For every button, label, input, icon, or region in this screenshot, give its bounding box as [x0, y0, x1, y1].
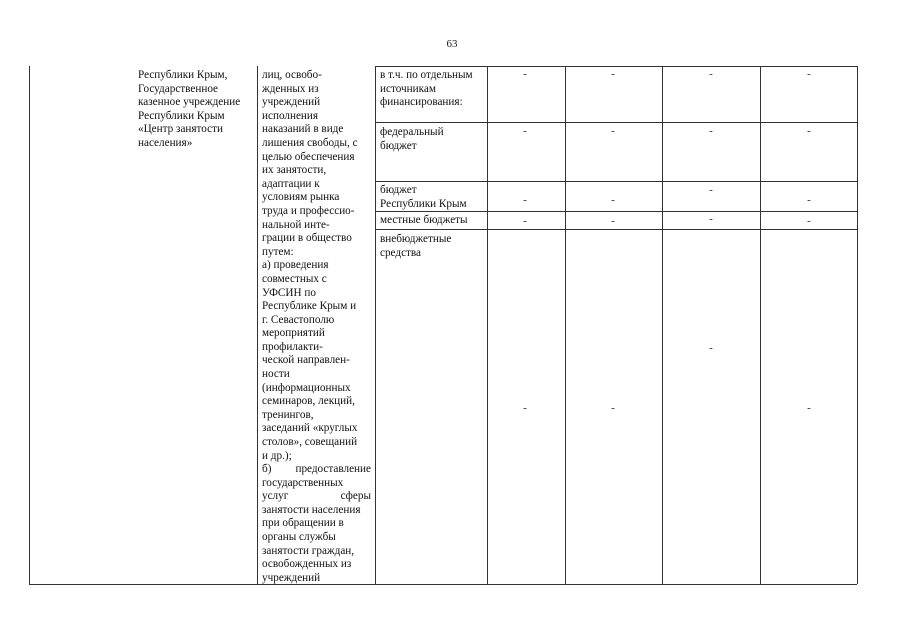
- funding-value: -: [523, 68, 527, 80]
- event-description-cell: лиц, освобо- жденных из учреждений исполнения наказаний в виде лишения свободы, с целью обеспечения их занятости, адаптации к условиям рынка труда и профессио- нальной инте- грации в общество путем: а) проведения совместных с УФСИН по Республике Крым и г. Севастополю мероприятий профилакти- ческой направлен- ности (информационных семинаров, лекций, тренингов, заседаний «круглых столов», совещаний и др.);: [262, 69, 358, 462]
- funding-value: -: [807, 402, 811, 414]
- event-b-rest: занятости населения при обращении в органы службы занятости граждан, освобожденных из учреждений: [262, 503, 361, 584]
- funding-value: -: [611, 215, 615, 227]
- funding-value: -: [611, 194, 615, 206]
- funding-value: -: [523, 402, 527, 414]
- event-b-word: б): [262, 463, 272, 475]
- column-divider: [375, 66, 376, 584]
- funding-value: -: [611, 402, 615, 414]
- funding-value: -: [709, 68, 713, 80]
- funding-value: -: [523, 194, 527, 206]
- responsible-organization-cell: Республики Крым, Государственное казенное учреждение Республики Крым «Центр занятости населения»: [138, 69, 241, 149]
- funding-value: -: [807, 125, 811, 137]
- table-border-left: [29, 66, 30, 584]
- column-divider: [257, 66, 258, 584]
- event-b-word: сферы: [340, 490, 371, 503]
- row-divider: [375, 181, 857, 182]
- funding-value: -: [709, 213, 713, 225]
- funding-value: -: [523, 125, 527, 137]
- event-b-line: [262, 490, 371, 504]
- funding-value: -: [807, 215, 811, 227]
- page-number: 63: [446, 38, 458, 50]
- table-border-right: [857, 66, 858, 584]
- funding-source-label: в т.ч. по отдельным источникам финансирования:: [380, 69, 473, 109]
- funding-value: -: [709, 125, 713, 137]
- row-divider: [375, 122, 857, 123]
- funding-source-label: местные бюджеты: [380, 214, 468, 226]
- funding-value: -: [807, 68, 811, 80]
- event-b-word: предоставление: [295, 463, 371, 475]
- event-b-word: услуг: [262, 490, 289, 503]
- table-bottom-border: [29, 584, 857, 585]
- funding-value: -: [611, 68, 615, 80]
- funding-source-label: федеральный бюджет: [380, 126, 444, 152]
- column-divider: [662, 66, 663, 584]
- funding-value: -: [709, 342, 713, 354]
- funding-value: -: [709, 184, 713, 196]
- table-top-border: [375, 66, 857, 67]
- event-b-line: [262, 463, 371, 477]
- column-divider: [487, 66, 488, 584]
- row-divider: [375, 229, 857, 230]
- event-description-b: [262, 463, 371, 585]
- funding-source-label: бюджет Республики Крым: [380, 184, 467, 210]
- event-b-line: государственных: [262, 476, 344, 489]
- column-divider: [760, 66, 761, 584]
- funding-value: -: [611, 125, 615, 137]
- column-divider: [565, 66, 566, 584]
- funding-value: -: [807, 194, 811, 206]
- funding-value: -: [523, 215, 527, 227]
- funding-source-label: внебюджетные средства: [380, 233, 452, 259]
